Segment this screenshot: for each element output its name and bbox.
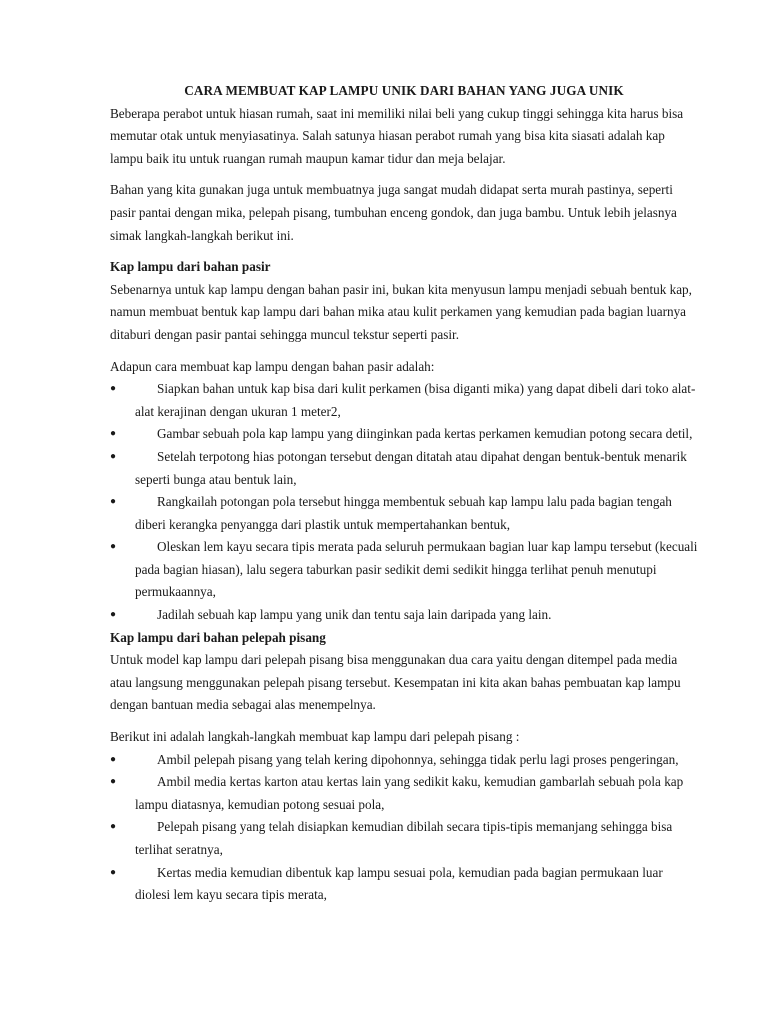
list-item: ● Gambar sebuah pola kap lampu yang diinginkan pada kertas perkamen kemudian potong secara detil,: [110, 423, 698, 446]
section-heading-pasir: Kap lampu dari bahan pasir: [110, 259, 271, 275]
bullet-icon: ●: [110, 383, 117, 395]
section-heading-pelepah: Kap lampu dari bahan pelepah pisang: [110, 629, 326, 645]
section-paragraph-pelepah: Untuk model kap lampu dari pelepah pisang bisa menggunakan dua cara yaitu dengan ditempel pada media atau langsung menggunakan pelepah pisang tersebut. Kesempatan ini kita akan bahas pembuatan kap lampu dengan bantuan media sebagai alas menempelnya.: [110, 652, 681, 713]
steps-list-pelepah: [110, 749, 698, 907]
list-item: ● Ambil media kertas karton atau kertas lain yang sedikit kaku, kemudian gambarlah sebuah pola kap lampu diatasnya, kemudian potong sesuai pola,: [110, 771, 698, 816]
list-item: ● Pelepah pisang yang telah disiapkan kemudian dibilah secara tipis-tipis memanjang sehingga bisa terlihat seratnya,: [110, 816, 698, 861]
section-paragraph-pasir: Sebenarnya untuk kap lampu dengan bahan pasir ini, bukan kita menyusun lampu menjadi sebuah bentuk kap, namun membuat bentuk kap lampu dari bahan mika atau kulit perkamen yang kemudian pada bagian luarnya ditaburi dengan pasir pantai sehingga muncul tekstur seperti pasir.: [110, 281, 692, 342]
intro-paragraph-1: Beberapa perabot untuk hiasan rumah, saat ini memiliki nilai beli yang cukup tinggi sehingga kita harus bisa memutar otak untuk menyiasatinya. Salah satunya hiasan perabot rumah yang bisa kita siasati adalah kap lampu baik itu untuk ruangan rumah maupun kamar tidur dan meja belajar.: [110, 105, 684, 166]
list-intro-pasir: Adapun cara membuat kap lampu dengan bahan pasir adalah:: [110, 358, 435, 374]
list-intro-pelepah: Berikut ini adalah langkah-langkah membuat kap lampu dari pelepah pisang :: [110, 729, 520, 745]
bullet-icon: ●: [110, 450, 117, 462]
list-item: ● Siapkan bahan untuk kap bisa dari kulit perkamen (bisa diganti mika) yang dapat dibeli dari toko alat-alat kerajinan dengan ukuran 1 meter2,: [110, 378, 698, 423]
steps-list-pasir: [110, 378, 698, 627]
list-item: ● Kertas media kemudian dibentuk kap lampu sesuai pola, kemudian pada bagian permukaan luar diolesi lem kayu secara tipis merata,: [110, 862, 698, 907]
list-item: ● Rangkailah potongan pola tersebut hingga membentuk sebuah kap lampu lalu pada bagian tengah diberi kerangka penyangga dari plastik untuk mempertahankan bentuk,: [110, 491, 698, 536]
bullet-icon: ●: [110, 753, 117, 765]
document-page: [110, 80, 698, 907]
bullet-icon: ●: [110, 496, 117, 508]
list-item: ● Oleskan lem kayu secara tipis merata pada seluruh permukaan bagian luar kap lampu tersebut (kecuali pada bagian hiasan), lalu segera taburkan pasir sedikit demi sedikit hingga terlihat penuh menutupi permukaannya,: [110, 536, 698, 604]
document-title: CARA MEMBUAT KAP LAMPU UNIK DARI BAHAN YANG JUGA UNIK: [184, 83, 624, 98]
list-item: ● Jadilah sebuah kap lampu yang unik dan tentu saja lain daripada yang lain.: [110, 604, 698, 627]
bullet-icon: ●: [110, 428, 117, 440]
list-item: ● Ambil pelepah pisang yang telah kering dipohonnya, sehingga tidak perlu lagi proses pengeringan,: [110, 749, 698, 772]
bullet-icon: ●: [110, 866, 117, 878]
list-item: ● Setelah terpotong hias potongan tersebut dengan ditatah atau dipahat dengan bentuk-bentuk menarik seperti bunga atau bentuk lain,: [110, 446, 698, 491]
bullet-icon: ●: [110, 821, 117, 833]
intro-paragraph-2: Bahan yang kita gunakan juga untuk membuatnya juga sangat mudah didapat serta murah pastinya, seperti pasir pantai dengan mika, pelepah pisang, tumbuhan enceng gondok, dan juga bambu. Untuk lebih jelasnya simak langkah-langkah berikut ini.: [110, 182, 677, 243]
bullet-icon: ●: [110, 609, 117, 621]
bullet-icon: ●: [110, 541, 117, 553]
bullet-icon: ●: [110, 776, 117, 788]
